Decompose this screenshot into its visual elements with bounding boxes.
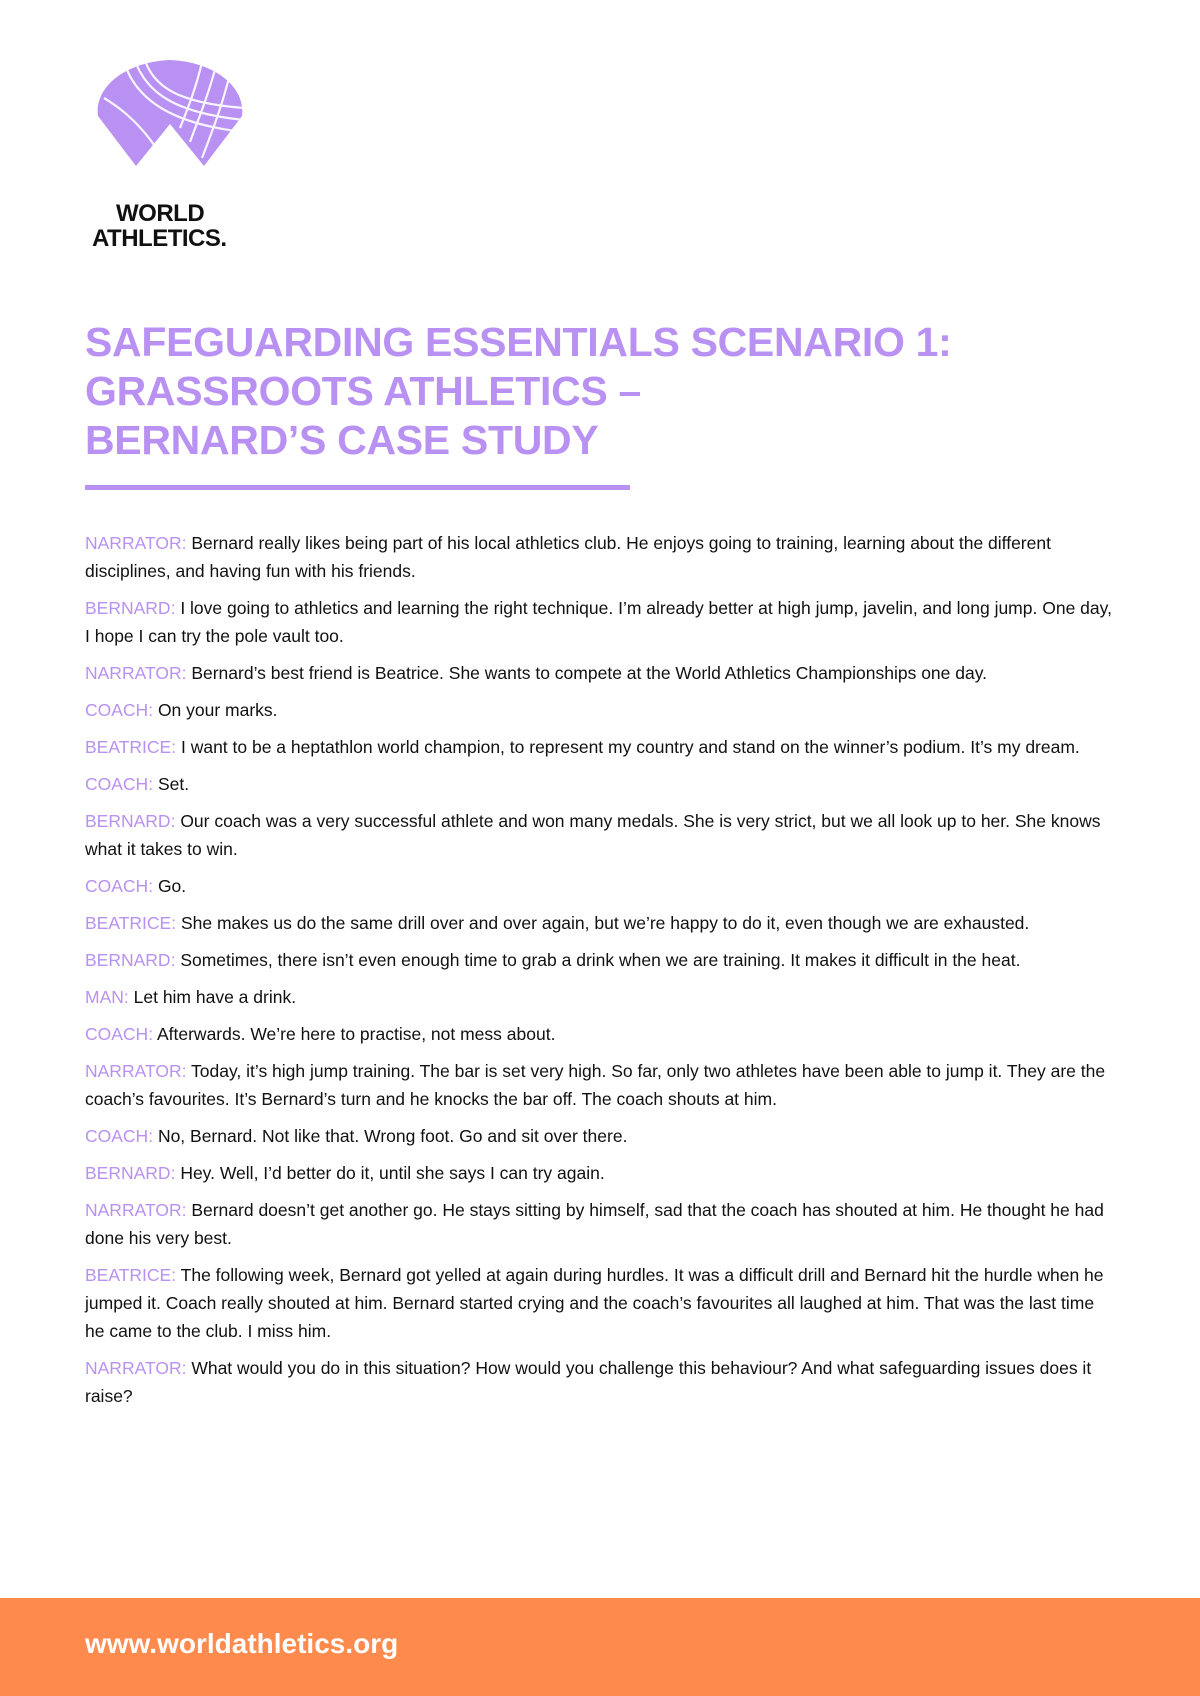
script-line: [85, 733, 1115, 761]
dialogue-text: On your marks.: [157, 700, 278, 720]
dialogue-text: She makes us do the same drill over and over again, but we’re happy to do it, even though we are exhausted.: [180, 913, 1030, 933]
script-line: [85, 946, 1115, 974]
speaker-label: BERNARD:: [85, 598, 176, 618]
title-line-2: GRASSROOTS ATHLETICS –: [85, 368, 642, 414]
speaker-label: COACH:: [85, 1024, 154, 1044]
dialogue-text: Afterwards. We’re here to practise, not mess about.: [156, 1024, 556, 1044]
speaker-label: NARRATOR:: [85, 1061, 187, 1081]
speaker-label: BERNARD:: [85, 811, 176, 831]
script-line: [85, 594, 1115, 650]
speaker-label: COACH:: [85, 1126, 154, 1146]
page-title: [85, 318, 1135, 465]
speaker-label: BEATRICE:: [85, 1265, 177, 1285]
logo-wordmark: [92, 201, 258, 251]
world-athletics-emblem-icon: [84, 58, 256, 168]
dialogue-text: Let him have a drink.: [133, 987, 297, 1007]
dialogue-text: The following week, Bernard got yelled at again during hurdles. It was a difficult drill and Bernard hit the hurdle when he jumped it. Coach really shouted at him. Bernard started crying and the coach’s favourites all laughed at him. That was the last time he came to the club. I miss him.: [85, 1265, 1104, 1341]
script-line: [85, 1354, 1115, 1410]
speaker-label: BERNARD:: [85, 1163, 176, 1183]
script-line: [85, 770, 1115, 798]
dialogue-text: No, Bernard. Not like that. Wrong foot. Go and sit over there.: [157, 1126, 628, 1146]
dialogue-text: Go.: [157, 876, 187, 896]
script-line: [85, 529, 1115, 585]
case-study-script: [85, 529, 1115, 1419]
title-line-1: SAFEGUARDING ESSENTIALS SCENARIO 1:: [85, 319, 952, 365]
speaker-label: BEATRICE:: [85, 913, 177, 933]
speaker-label: NARRATOR:: [85, 1358, 187, 1378]
dialogue-text: I want to be a heptathlon world champion, to represent my country and stand on the winner’s podium. It’s my dream.: [180, 737, 1080, 757]
footer-bar: [0, 1598, 1200, 1696]
speaker-label: NARRATOR:: [85, 533, 187, 553]
speaker-label: BERNARD:: [85, 950, 176, 970]
script-line: [85, 1057, 1115, 1113]
script-line: [85, 807, 1115, 863]
script-line: [85, 983, 1115, 1011]
logo-wordmark-line1: WORLD: [116, 200, 205, 227]
speaker-label: NARRATOR:: [85, 1200, 187, 1220]
script-line: [85, 659, 1115, 687]
script-line: [85, 1020, 1115, 1048]
script-line: [85, 696, 1115, 724]
dialogue-text: Bernard doesn’t get another go. He stays sitting by himself, sad that the coach has shouted at him. He thought he had done his very best.: [85, 1200, 1104, 1248]
script-line: [85, 1196, 1115, 1252]
dialogue-text: Sometimes, there isn’t even enough time to grab a drink when we are training. It makes it difficult in the heat.: [180, 950, 1021, 970]
dialogue-text: Set.: [157, 774, 190, 794]
script-line: [85, 1122, 1115, 1150]
speaker-label: BEATRICE:: [85, 737, 177, 757]
speaker-label: COACH:: [85, 700, 154, 720]
script-line: [85, 872, 1115, 900]
title-divider: [85, 485, 630, 490]
speaker-label: COACH:: [85, 876, 154, 896]
logo-wordmark-line2: ATHLETICS.: [92, 225, 227, 252]
dialogue-text: Today, it’s high jump training. The bar is set very high. So far, only two athletes have been able to jump it. They are the coach’s favourites. It’s Bernard’s turn and he knocks the bar off. The coach shouts at him.: [85, 1061, 1106, 1109]
dialogue-text: I love going to athletics and learning the right technique. I’m already better at high jump, javelin, and long jump. One day, I hope I can try the pole vault too.: [85, 598, 1112, 646]
dialogue-text: Bernard really likes being part of his local athletics club. He enjoys going to training, learning about the different disciplines, and having fun with his friends.: [85, 533, 1051, 581]
website-link[interactable]: www.worldathletics.org: [85, 1628, 399, 1659]
speaker-label: MAN:: [85, 987, 129, 1007]
dialogue-text: Bernard’s best friend is Beatrice. She wants to compete at the World Athletics Championships one day.: [191, 663, 988, 683]
script-line: [85, 1261, 1115, 1345]
speaker-label: NARRATOR:: [85, 663, 187, 683]
title-line-3: BERNARD’S CASE STUDY: [85, 417, 599, 463]
script-line: [85, 1159, 1115, 1187]
world-athletics-logo: [84, 58, 258, 251]
script-line: [85, 909, 1115, 937]
dialogue-text: Our coach was a very successful athlete and won many medals. She is very strict, but we all look up to her. She knows what it takes to win.: [85, 811, 1101, 859]
speaker-label: COACH:: [85, 774, 154, 794]
dialogue-text: Hey. Well, I’d better do it, until she says I can try again.: [180, 1163, 605, 1183]
dialogue-text: What would you do in this situation? How would you challenge this behaviour? And what safeguarding issues does it raise?: [85, 1358, 1092, 1406]
